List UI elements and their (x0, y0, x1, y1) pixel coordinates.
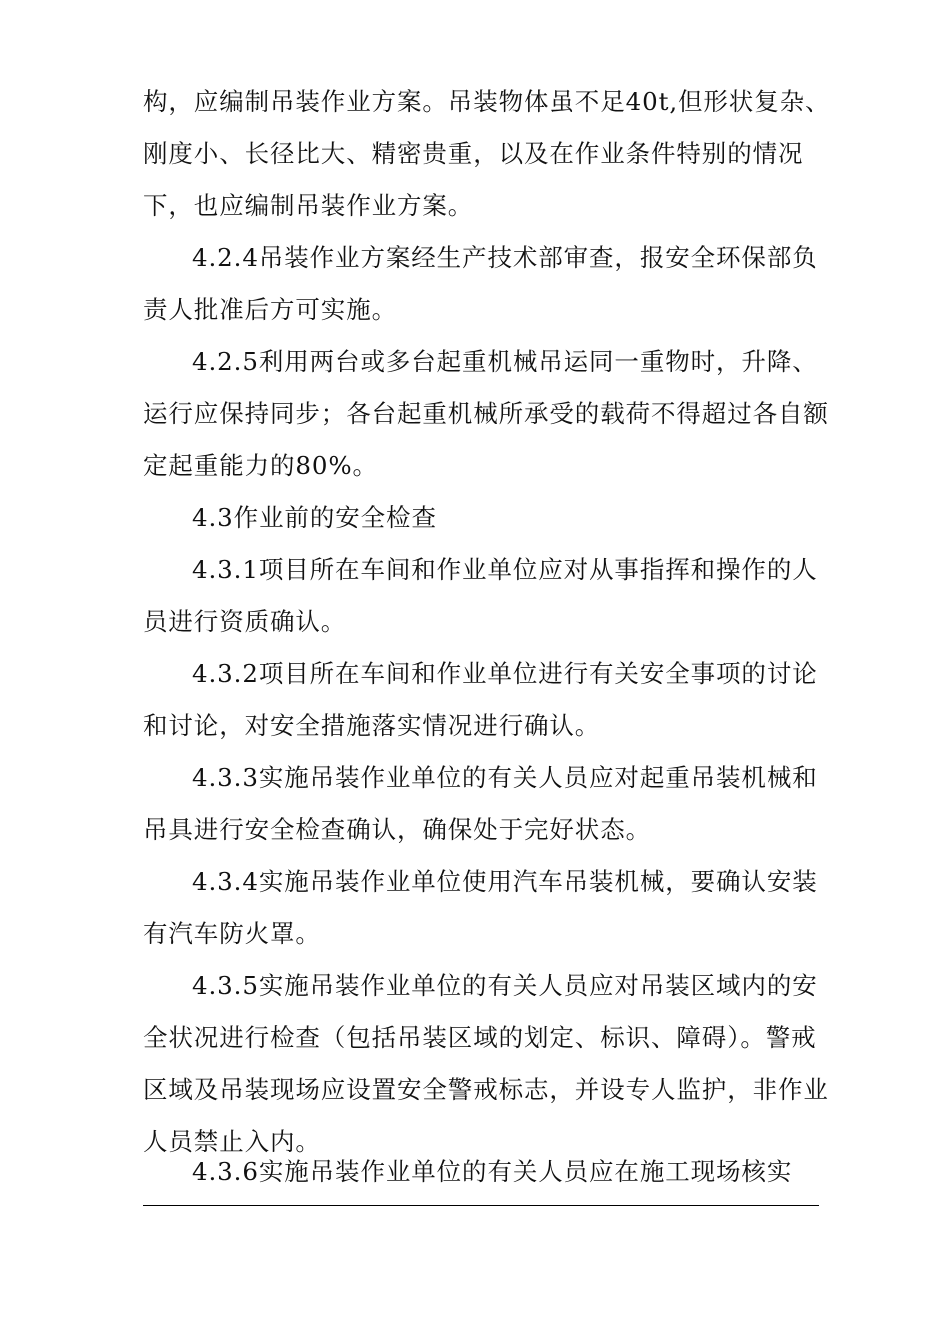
paragraph-4-2-4: 4.2.4吊装作业方案经生产技术部审查，报安全环保部负 (192, 243, 818, 272)
paragraph-4-3-4: 4.3.4实施吊装作业单位使用汽车吊装机械，要确认安装 (192, 867, 818, 896)
paragraph-4-3-2: 4.3.2项目所在车间和作业单位进行有关安全事项的讨论 (192, 659, 818, 688)
text-line: 吊具进行安全检查确认，确保处于完好状态。 (143, 815, 651, 844)
text-line: 构，应编制吊装作业方案。吊装物体虽不足40t,但形状复杂、 (143, 87, 831, 116)
paragraph-4-2-5: 4.2.5利用两台或多台起重机械吊运同一重物时，升降、 (192, 347, 818, 376)
paragraph-4-3-5: 4.3.5实施吊装作业单位的有关人员应对吊装区域内的安 (192, 971, 818, 1000)
text-line: 责人批准后方可实施。 (143, 295, 397, 324)
paragraph-4-3-1: 4.3.1项目所在车间和作业单位应对从事指挥和操作的人 (192, 555, 818, 584)
text-line: 和讨论，对安全措施落实情况进行确认。 (143, 711, 601, 740)
text-line: 运行应保持同步；各台起重机械所承受的载荷不得超过各自额 (143, 399, 829, 428)
text-line: 有汽车防火罩。 (143, 919, 321, 948)
paragraph-4-3-3: 4.3.3实施吊装作业单位的有关人员应对起重吊装机械和 (192, 763, 818, 792)
text-line: 人员禁止入内。 (143, 1127, 321, 1156)
text-line: 下，也应编制吊装作业方案。 (143, 191, 474, 220)
paragraph-4-3-6: 4.3.6实施吊装作业单位的有关人员应在施工现场核实 (192, 1157, 793, 1186)
text-line: 员进行资质确认。 (143, 607, 347, 636)
section-heading-4-3: 4.3作业前的安全检查 (192, 503, 437, 532)
text-line: 定起重能力的80%。 (143, 451, 378, 480)
text-line: 刚度小、长径比大、精密贵重，以及在作业条件特别的情况 (143, 139, 804, 168)
footer-divider (143, 1205, 819, 1206)
text-line: 全状况进行检查（包括吊装区域的划定、标识、障碍）。警戒 (143, 1023, 817, 1052)
text-line: 区域及吊装现场应设置安全警戒标志，并设专人监护，非作业 (143, 1075, 829, 1104)
